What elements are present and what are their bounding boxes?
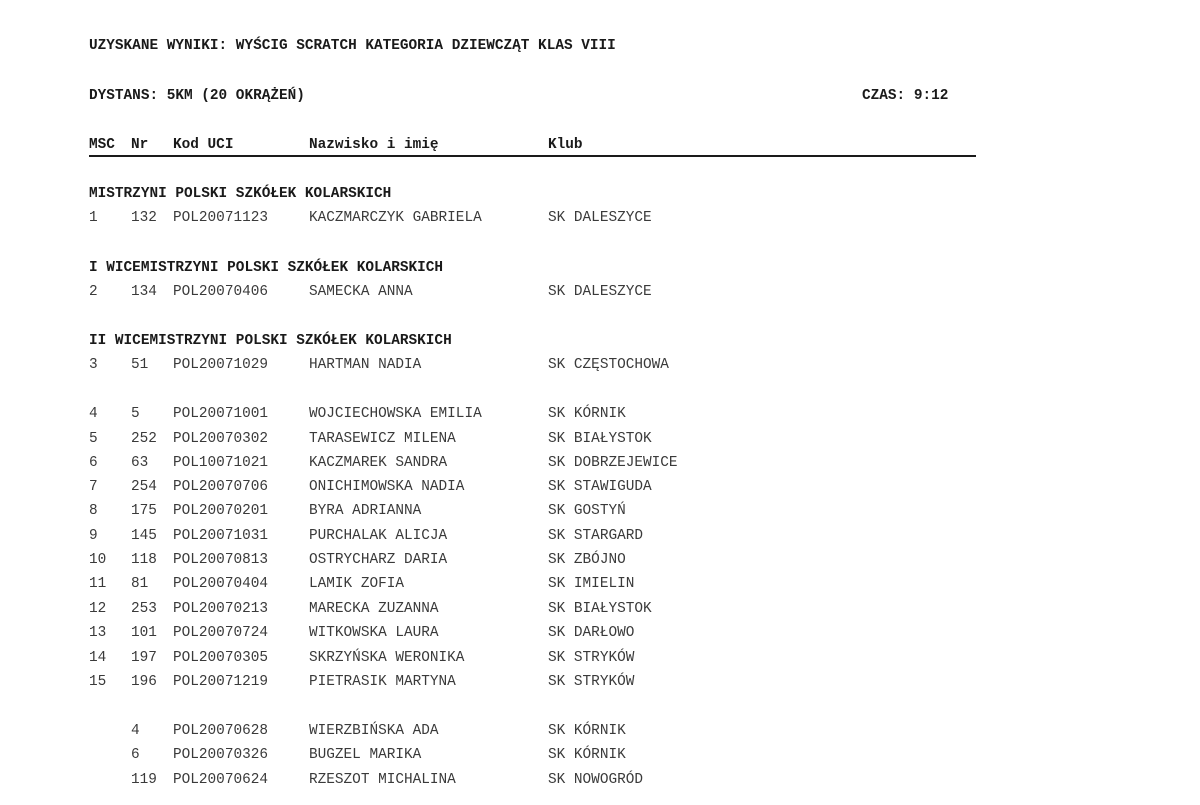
cell-msc: 1	[89, 210, 98, 226]
cell-uci: POL20070706	[173, 479, 268, 495]
column-header-club: Klub	[548, 137, 583, 153]
table-row	[89, 650, 976, 668]
cell-name: PIETRASIK MARTYNA	[309, 674, 456, 690]
cell-name: KACZMAREK SANDRA	[309, 455, 448, 471]
cell-name: RZESZOT MICHALINA	[309, 772, 456, 788]
cell-name: TARASEWICZ MILENA	[309, 431, 456, 447]
cell-club: SK ZBÓJNO	[548, 552, 626, 568]
cell-msc: 10	[89, 552, 107, 568]
cell-nr: 254	[131, 479, 157, 495]
cell-nr: 51	[131, 357, 149, 373]
table-row	[89, 503, 976, 521]
cell-msc: 14	[89, 650, 107, 666]
cell-nr: 196	[131, 674, 157, 690]
cell-uci: POL20071219	[173, 674, 268, 690]
table-row	[89, 455, 976, 473]
cell-nr: 197	[131, 650, 157, 666]
section-title-champion: MISTRZYNI POLSKI SZKÓŁEK KOLARSKICH	[89, 186, 392, 202]
cell-club: SK BIAŁYSTOK	[548, 601, 652, 617]
distance-label: DYSTANS: 5KM (20 OKRĄŻEŃ)	[89, 88, 305, 104]
cell-nr: 132	[131, 210, 157, 226]
section-title-first-vice: I WICEMISTRZYNI POLSKI SZKÓŁEK KOLARSKICH	[89, 260, 444, 276]
table-row	[89, 431, 976, 449]
cell-uci: POL20070724	[173, 625, 268, 641]
table-row	[89, 479, 976, 497]
cell-name: SAMECKA ANNA	[309, 284, 413, 300]
table-row	[89, 528, 976, 546]
cell-name: BYRA ADRIANNA	[309, 503, 422, 519]
cell-uci: POL20071001	[173, 406, 268, 422]
table-row	[89, 747, 976, 765]
table-row	[89, 284, 976, 302]
cell-uci: POL20070302	[173, 431, 268, 447]
column-header-uci: Kod UCI	[173, 137, 234, 153]
cell-club: SK IMIELIN	[548, 576, 635, 592]
column-header-nr: Nr	[131, 137, 149, 153]
cell-club: SK CZĘSTOCHOWA	[548, 357, 669, 373]
cell-msc: 9	[89, 528, 98, 544]
cell-msc: 2	[89, 284, 98, 300]
cell-uci: POL20071123	[173, 210, 268, 226]
document-title: UZYSKANE WYNIKI: WYŚCIG SCRATCH KATEGORIA DZIEWCZĄT KLAS VIII	[89, 38, 616, 54]
cell-club: SK NOWOGRÓD	[548, 772, 643, 788]
cell-club: SK KÓRNIK	[548, 723, 626, 739]
cell-club: SK STARGARD	[548, 528, 643, 544]
cell-uci: POL20070406	[173, 284, 268, 300]
table-row	[89, 772, 976, 790]
section-title-second-vice: II WICEMISTRZYNI POLSKI SZKÓŁEK KOLARSKICH	[89, 333, 452, 349]
cell-name: WITKOWSKA LAURA	[309, 625, 439, 641]
cell-name: HARTMAN NADIA	[309, 357, 422, 373]
table-row	[89, 625, 976, 643]
cell-uci: POL20071029	[173, 357, 268, 373]
cell-nr: 101	[131, 625, 157, 641]
cell-msc: 4	[89, 406, 98, 422]
cell-name: OSTRYCHARZ DARIA	[309, 552, 448, 568]
cell-msc: 3	[89, 357, 98, 373]
time-label: CZAS: 9:12	[862, 88, 949, 104]
cell-msc: 13	[89, 625, 107, 641]
cell-nr: 118	[131, 552, 157, 568]
cell-club: SK STAWIGUDA	[548, 479, 652, 495]
cell-club: SK DALESZYCE	[548, 284, 652, 300]
table-row	[89, 210, 976, 228]
cell-club: SK KÓRNIK	[548, 406, 626, 422]
cell-nr: 4	[131, 723, 140, 739]
column-header-msc: MSC	[89, 137, 115, 153]
cell-uci: POL20070326	[173, 747, 268, 763]
cell-uci: POL10071021	[173, 455, 268, 471]
table-row	[89, 601, 976, 619]
cell-msc: 12	[89, 601, 107, 617]
cell-uci: POL20071031	[173, 528, 268, 544]
cell-msc: 15	[89, 674, 107, 690]
cell-uci: POL20070624	[173, 772, 268, 788]
cell-nr: 63	[131, 455, 149, 471]
cell-name: LAMIK ZOFIA	[309, 576, 404, 592]
cell-club: SK DOBRZEJEWICE	[548, 455, 678, 471]
cell-uci: POL20070305	[173, 650, 268, 666]
cell-name: WOJCIECHOWSKA EMILIA	[309, 406, 482, 422]
cell-name: SKRZYŃSKA WERONIKA	[309, 650, 465, 666]
cell-nr: 175	[131, 503, 157, 519]
cell-club: SK STRYKÓW	[548, 674, 635, 690]
cell-uci: POL20070213	[173, 601, 268, 617]
table-row	[89, 723, 976, 741]
cell-msc: 7	[89, 479, 98, 495]
cell-nr: 134	[131, 284, 157, 300]
cell-msc: 11	[89, 576, 107, 592]
cell-msc: 5	[89, 431, 98, 447]
cell-nr: 119	[131, 772, 157, 788]
cell-uci: POL20070628	[173, 723, 268, 739]
table-row	[89, 357, 976, 375]
cell-nr: 253	[131, 601, 157, 617]
cell-uci: POL20070201	[173, 503, 268, 519]
cell-club: SK BIAŁYSTOK	[548, 431, 652, 447]
cell-club: SK STRYKÓW	[548, 650, 635, 666]
table-row	[89, 406, 976, 424]
table-row	[89, 674, 976, 692]
table-row	[89, 552, 976, 570]
cell-name: WIERZBIŃSKA ADA	[309, 723, 439, 739]
table-header	[89, 137, 976, 157]
cell-msc: 6	[89, 455, 98, 471]
cell-msc: 8	[89, 503, 98, 519]
table-row	[89, 576, 976, 594]
cell-nr: 6	[131, 747, 140, 763]
cell-uci: POL20070404	[173, 576, 268, 592]
cell-name: ONICHIMOWSKA NADIA	[309, 479, 465, 495]
cell-club: SK KÓRNIK	[548, 747, 626, 763]
column-header-name: Nazwisko i imię	[309, 137, 439, 153]
cell-name: PURCHALAK ALICJA	[309, 528, 448, 544]
cell-uci: POL20070813	[173, 552, 268, 568]
cell-nr: 81	[131, 576, 149, 592]
cell-name: MARECKA ZUZANNA	[309, 601, 439, 617]
cell-club: SK DARŁOWO	[548, 625, 635, 641]
cell-club: SK DALESZYCE	[548, 210, 652, 226]
cell-club: SK GOSTYŃ	[548, 503, 626, 519]
cell-name: KACZMARCZYK GABRIELA	[309, 210, 482, 226]
cell-name: BUGZEL MARIKA	[309, 747, 422, 763]
cell-nr: 5	[131, 406, 140, 422]
cell-nr: 252	[131, 431, 157, 447]
cell-nr: 145	[131, 528, 157, 544]
